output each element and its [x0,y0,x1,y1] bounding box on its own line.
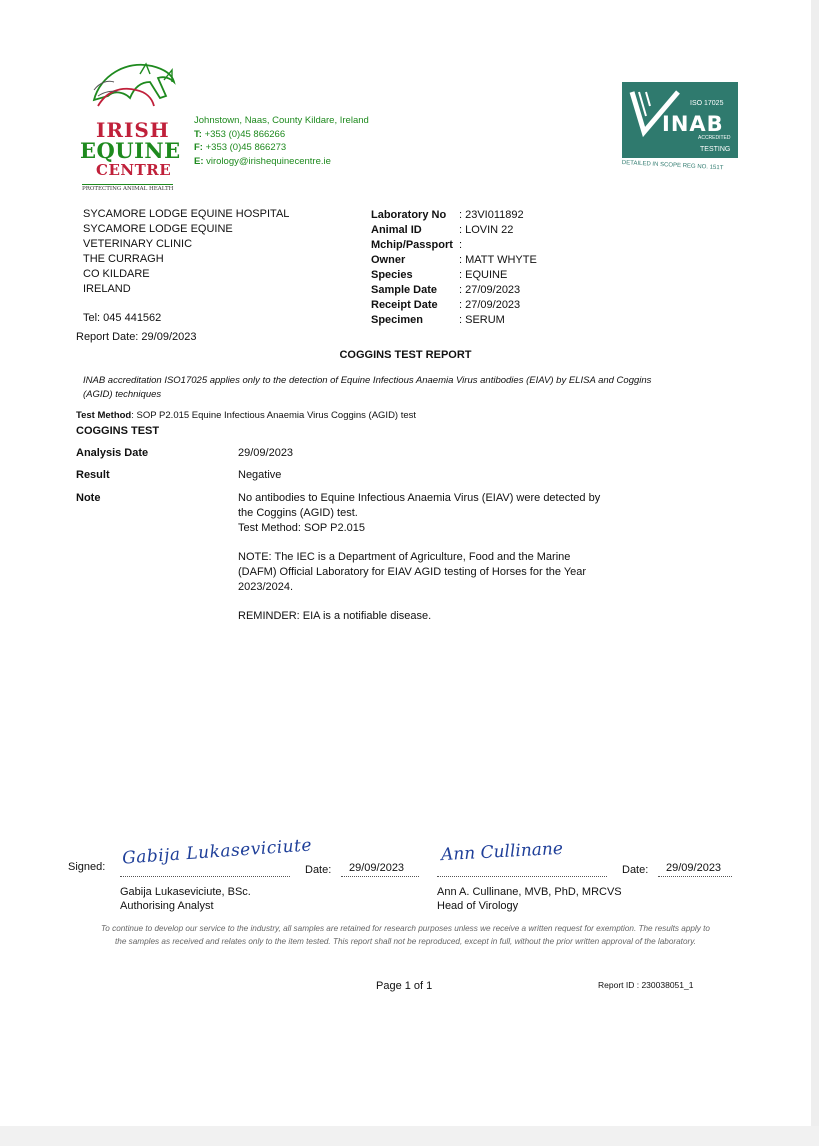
lab-info-row [371,208,537,223]
viewer-edge-right [811,0,819,1146]
lab-info-label: Animal ID [371,224,422,236]
lab-info-value: : [459,239,463,251]
contact-block [194,114,369,168]
note-paragraph-1: No antibodies to Equine Infectious Anaemia Virus (EIAV) were detected by the Coggins (AGID) test. [238,492,601,519]
lab-info-value: : SERUM [459,314,505,326]
date-label-1: Date: [305,864,332,876]
report-date: Report Date: 29/09/2023 [76,331,197,343]
inab-scope: DETAILED IN SCOPE REG NO. 151T [621,160,724,172]
recipient-line: SYCAMORE LODGE EQUINE HOSPITAL [83,208,290,220]
result-value: Negative [238,469,282,481]
lab-info-label: Species [371,269,413,281]
signature-2 [437,836,607,877]
inab-accreditation-logo [622,82,740,174]
logo-tagline: PROTECTING ANIMAL HEALTH [82,186,174,192]
recipient-line: CO KILDARE [83,268,150,280]
signature-2-script: Ann Cullinane [440,838,564,866]
lab-info-row [371,313,537,328]
footer-disclaimer: To continue to develop our service to the industry, all samples are retained for research purposes unless we receive a written request for exemption. The results apply to the samples as received and relates only to the item tested. This report shall not be reproduced, except in full, without the prior written approval of the laboratory. [101,924,710,947]
signatory-2-title: Head of Virology [437,900,519,912]
contact-phone [194,128,369,142]
lab-info-label: Laboratory No [371,209,447,221]
test-method [76,410,416,421]
signatory-2-name: Ann A. Cullinane, MVB, PhD, MRCVS [437,886,622,898]
inab-iso: ISO 17025 [690,100,724,107]
fax-label: F: [194,142,203,153]
lab-info-label: Receipt Date [371,299,438,311]
inab-badge [622,82,738,158]
lab-info-value: : LOVIN 22 [459,224,514,236]
recipient-line: THE CURRAGH [83,253,164,265]
lab-info [371,208,537,328]
signatory-1-name: Gabija Lukaseviciute, BSc. [120,886,251,898]
recipient-address [83,207,289,297]
recipient-line: IRELAND [83,283,131,295]
note-reminder: REMINDER: EIA is a notifiable disease. [238,610,432,622]
recipient-tel: Tel: 045 441562 [83,312,162,324]
analysis-date-value: 29/09/2023 [238,447,294,459]
report-id: Report ID : 230038051_1 [598,980,694,990]
viewer-edge-bottom [0,1126,819,1146]
lab-info-label: Sample Date [371,284,438,296]
inab-testing: TESTING [700,146,731,153]
lab-info-row [371,298,537,313]
note-test-method: Test Method: SOP P2.015 [238,522,365,534]
lab-info-label: Owner [371,254,406,266]
signed-label: Signed: [68,861,106,873]
report-title: COGGINS TEST REPORT [339,349,472,361]
recipient-line: VETERINARY CLINIC [83,238,193,250]
logo-equine: EQUINE [80,138,181,163]
inab-accredited: ACCREDITED [698,135,731,141]
lab-info-value: : 27/09/2023 [459,299,521,311]
signature-1-script: Gabija Lukaseviciute [121,835,313,869]
page-number: Page 1 of 1 [376,980,433,992]
lab-info-row [371,253,537,268]
test-method-value: : SOP P2.015 Equine Infectious Anaemia Virus Coggins (AGID) test [131,410,417,421]
logo-centre: CENTRE [96,161,172,179]
lab-info-value: : 27/09/2023 [459,284,521,296]
lab-info-value: : EQUINE [459,269,508,281]
contact-fax [194,141,369,155]
analysis-date-label: Analysis Date [76,447,149,459]
date-2: 29/09/2023 [658,861,732,877]
result-label: Result [76,469,110,481]
date-label-2: Date: [622,864,649,876]
inab-text: INAB [662,112,724,136]
note-paragraph-2: NOTE: The IEC is a Department of Agriculture, Food and the Marine (DAFM) Official Laboratory for EIAV AGID testing of Horses for the Year 2023/2024. [238,551,587,593]
lab-info-row [371,223,537,238]
contact-address: Johnstown, Naas, County Kildare, Ireland [194,115,369,126]
signature-1 [120,835,313,877]
phone-value: +353 (0)45 866266 [204,128,286,140]
lab-info-row [371,238,537,253]
signatory-1-title: Authorising Analyst [120,900,214,912]
lab-info-row [371,268,537,283]
lab-info-label: Mchip/Passport [371,239,453,251]
email-value: virology@irishequinecentre.ie [206,155,331,167]
lab-info-value: : 23VI011892 [459,209,524,221]
lab-info-row [371,283,537,298]
horse-logo-icon [80,56,184,118]
test-method-label: Test Method [76,410,132,421]
section-title: COGGINS TEST [76,425,160,437]
irish-equine-centre-logo [80,56,184,198]
phone-label: T: [194,128,202,140]
fax-value: +353 (0)45 866273 [205,142,287,153]
note-label: Note [76,492,101,504]
lab-info-value: : MATT WHYTE [459,254,537,266]
lab-info-label: Specimen [371,314,423,326]
email-label: E: [194,155,204,167]
contact-email [194,155,369,169]
inab-note: INAB accreditation ISO17025 applies only to the detection of Equine Infectious Anaemia Virus antibodies (EIAV) by ELISA and Coggins (AGID) techniques [83,375,652,400]
date-1: 29/09/2023 [341,861,419,877]
logo-irish: IRISH [96,118,170,142]
recipient-line: SYCAMORE LODGE EQUINE [83,223,233,235]
